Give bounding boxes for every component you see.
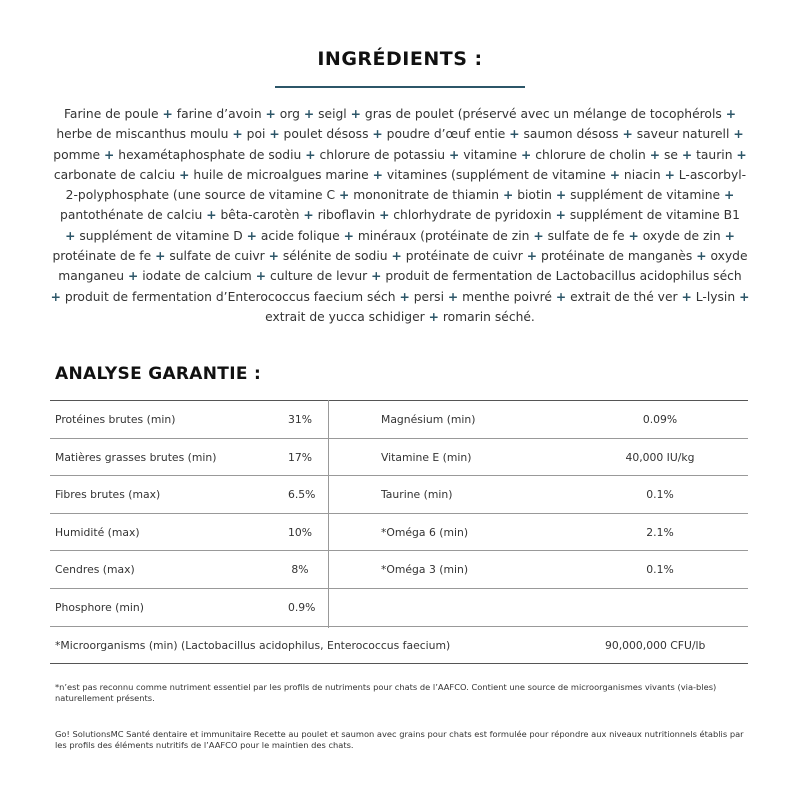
nutrient-value: 17% [288,450,312,464]
plus-separator-icon: + [696,249,707,264]
ingredient-item: vitamine [463,147,521,162]
nutrient-label: Cendres (max) [55,563,135,576]
column-divider [328,400,329,628]
ingredient-item: produit de fermentation de Lactobacillus acidophilus séch [385,269,742,284]
ingredient-item: chlorhydrate de pyridoxin [393,208,552,223]
ingredient-item: sélénite de sodiu [282,249,388,264]
plus-separator-icon: + [303,208,314,223]
plus-separator-icon: + [379,208,390,223]
ingredient-item: gras de poulet (préservé avec un mélange de tocophérols [364,107,722,121]
ingredient-line [50,287,750,307]
ingredient-item: hexamétaphosphate de sodiu [118,147,302,162]
plus-separator-icon: + [739,289,750,304]
nutrient-value: 0.9% [288,600,316,614]
plus-separator-icon: + [502,188,514,203]
plus-separator-icon: + [736,147,747,162]
nutrient-value: 90,000,000 CFU/lb [605,639,706,652]
nutrient-label: *Oméga 6 (min) [381,525,469,539]
plus-separator-icon: + [371,269,382,284]
footnote: *n’est pas reconnu comme nutriment essentiel par les profils de nutriments pour chats de l’AAFCO. Contient une source de microorganismes vivants (via-bles) naturellement présents. [55,682,717,703]
ingredient-item: chlorure de cholin [535,147,646,162]
ingredient-line [50,226,750,246]
plus-separator-icon: + [339,188,350,203]
plus-separator-icon: + [65,228,76,243]
table-row [50,476,748,514]
plus-separator-icon: + [622,127,633,142]
aafco-statement: Go! SolutionsMC Santé dentaire et immunitaire Recette au poulet et saumon avec grains pour chats est formulée pour répondre aux niveaux nutritionnels établis par les profils des éléments nutritifs de l’AAFCO pour le maintien des chats. [55,729,744,750]
plus-separator-icon: + [681,147,693,162]
ingredient-item: protéinate de manganès [541,249,693,264]
plus-separator-icon: + [206,208,217,223]
ingredient-item: minéraux (protéinate de zin [357,228,530,243]
ingredient-item: biotin [517,188,552,203]
nutrient-label: Taurine (min) [381,488,453,501]
ingredient-item: oxyde de zin [642,228,721,243]
ingredient-line [50,246,750,266]
ingredient-item: extrait de yucca schidiger [265,309,425,324]
ingredient-item: Farine de poule [63,107,159,121]
plus-separator-icon: + [447,289,459,304]
ingredient-item: extrait de thé ver [570,289,678,304]
title-underline [275,86,525,88]
plus-separator-icon: + [609,167,620,182]
ingredient-line [50,104,750,124]
ingredient-item: romarin séché. [442,309,535,324]
plus-separator-icon: + [520,147,532,162]
plus-separator-icon: + [724,228,735,243]
nutrient-label: Humidité (max) [55,525,140,539]
ingredient-item: manganeu [58,269,125,284]
ingredients-title: INGRÉDIENTS : [317,48,483,70]
ingredient-item: supplément de vitamine [570,188,724,203]
ingredient-item: poudre d’œuf entie [386,127,506,142]
ingredient-line [50,185,750,205]
ingredient-item: bêta-carotèn [220,208,300,223]
plus-separator-icon: + [733,127,744,142]
ingredient-item: persi [413,289,444,304]
nutrient-value: 8% [291,563,309,576]
ingredients-list [50,104,750,327]
ingredient-item: 2-polyphosphate (une source de vitamine C [65,188,336,203]
ingredient-item: seigl [318,107,347,121]
nutrient-label: Protéines brutes (min) [55,413,176,426]
nutrient-value: 0.1% [646,563,674,576]
nutrient-label: *Oméga 3 (min) [381,563,469,576]
table-row [50,551,748,589]
plus-separator-icon: + [628,228,639,243]
nutrient-label: Phosphore (min) [55,600,144,614]
plus-separator-icon: + [268,249,279,264]
nutrient-value: 31% [288,413,312,426]
ingredient-item: org [279,107,300,121]
plus-separator-icon: + [555,188,567,203]
plus-separator-icon: + [246,228,257,243]
plus-separator-icon: + [255,269,267,284]
analysis-title: ANALYSE GARANTIE : [55,364,262,384]
plus-separator-icon: + [232,127,243,142]
ingredient-item: culture de levur [269,269,368,284]
plus-separator-icon: + [649,147,661,162]
table-row-microorganisms [50,626,748,664]
ingredient-line [50,307,750,327]
ingredient-item: protéinate de fe [52,249,152,264]
ingredient-item: sulfate de cuivr [169,249,265,264]
ingredient-item: iodate de calcium [142,269,252,284]
ingredient-line [50,205,750,225]
ingredient-line [50,266,750,286]
plus-separator-icon: + [399,289,410,304]
plus-separator-icon: + [533,228,544,243]
ingredient-item: vitamines (supplément de vitamine [386,167,610,182]
ingredient-item: pantothénate de calciu [60,208,203,223]
ingredient-item: riboflavin [317,208,376,223]
nutrient-value: 10% [288,525,312,539]
ingredient-item: niacin [623,167,661,182]
ingredient-line [50,165,750,185]
ingredient-item: oxyde [710,249,748,264]
plus-separator-icon: + [269,127,280,142]
table-row [50,514,748,552]
nutrient-value: 0.09% [642,413,678,426]
plus-separator-icon: + [725,107,737,121]
nutrient-value: 6.5% [288,488,316,501]
ingredient-item: menthe poivré [462,289,552,304]
plus-separator-icon: + [372,127,383,142]
table-row [50,401,748,439]
ingredient-item: chlorure de potassiu [319,147,446,162]
plus-separator-icon: + [303,107,315,121]
nutrient-label: Magnésium (min) [381,413,476,426]
plus-separator-icon: + [449,147,460,162]
ingredient-line [50,124,750,144]
plus-separator-icon: + [681,289,692,304]
plus-separator-icon: + [128,269,139,284]
plus-separator-icon: + [428,309,439,324]
plus-separator-icon: + [350,107,361,121]
ingredient-item: L-ascorbyl- [678,167,747,182]
nutrient-value: 0.1% [646,488,674,501]
nutrient-value: 40,000 IU/kg [625,450,695,464]
plus-separator-icon: + [391,249,402,264]
ingredient-item: saveur naturell [636,127,730,142]
ingredient-item: produit de fermentation d’Enterococcus faecium séch [64,289,396,304]
plus-separator-icon: + [664,167,675,182]
nutrient-label: Vitamine E (min) [381,450,472,464]
plus-separator-icon: + [50,289,61,304]
nutrient-label: Fibres brutes (max) [55,488,161,501]
ingredient-item: poulet désoss [283,127,369,142]
ingredient-item: poi [246,127,266,142]
plus-separator-icon: + [343,228,354,243]
plus-separator-icon: + [162,107,173,121]
ingredient-item: L-lysin [695,289,736,304]
ingredient-item: mononitrate de thiamin [353,188,500,203]
ingredient-item: sulfate de fe [547,228,625,243]
ingredient-item: protéinate de cuivr [405,249,523,264]
ingredient-item: supplément de vitamine D [79,228,243,243]
ingredient-item: farine d’avoin [176,107,262,121]
table-row [50,589,748,627]
nutrient-label: Matières grasses brutes (min) [55,450,217,464]
ingredient-item: saumon désoss [523,127,619,142]
ingredient-line [50,145,750,165]
nutrient-value: 2.1% [646,525,674,539]
plus-separator-icon: + [509,127,520,142]
ingredient-item: taurin [696,147,733,162]
plus-separator-icon: + [526,249,538,264]
ingredient-item: carbonate de calciu [53,167,176,182]
plus-separator-icon: + [104,147,115,162]
plus-separator-icon: + [555,208,566,223]
ingredient-item: acide folique [260,228,340,243]
plus-separator-icon: + [179,167,190,182]
ingredient-item: se [663,147,678,162]
ingredient-item: supplément de vitamine B1 [569,208,740,223]
ingredient-item: huile de microalgues marine [193,167,369,182]
plus-separator-icon: + [155,249,166,264]
nutrient-label: *Microorganisms (min) (Lactobacillus acidophilus, Enterococcus faecium) [55,639,451,652]
plus-separator-icon: + [305,147,316,162]
ingredient-item: herbe de miscanthus moulu [56,127,229,142]
ingredient-item: pomme [53,147,101,162]
analysis-table [50,400,748,664]
plus-separator-icon: + [372,167,383,182]
plus-separator-icon: + [265,107,276,121]
plus-separator-icon: + [555,289,567,304]
plus-separator-icon: + [724,188,735,203]
table-row [50,439,748,477]
